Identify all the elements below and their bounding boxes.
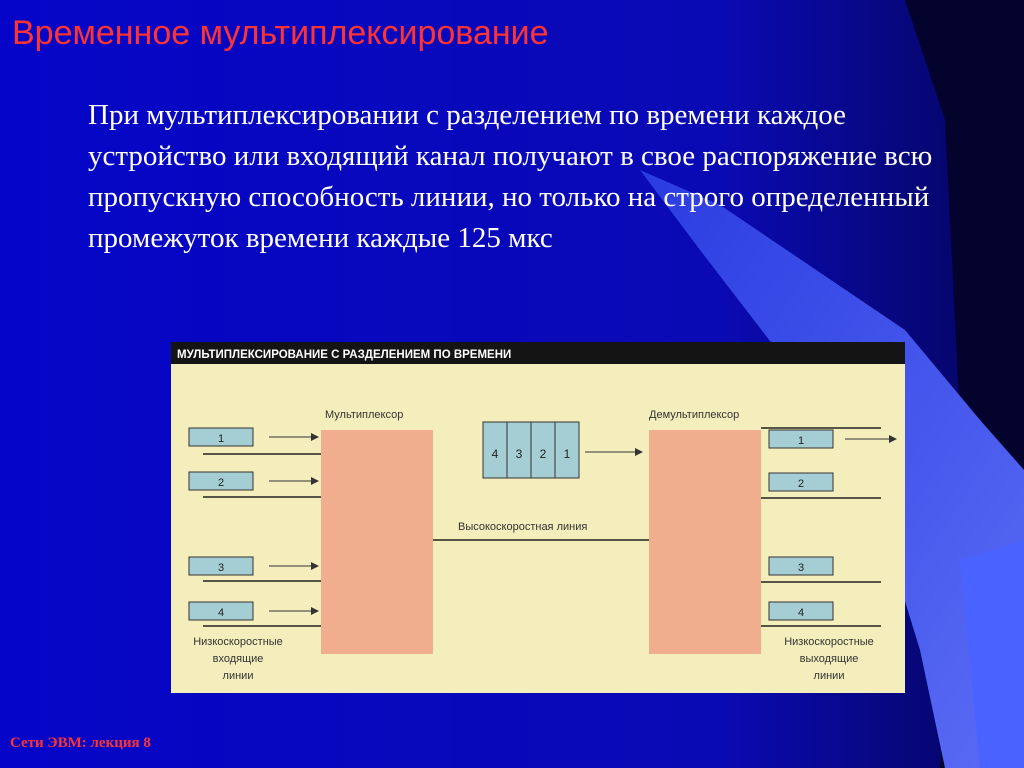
diagram-header: МУЛЬТИПЛЕКСИРОВАНИЕ С РАЗДЕЛЕНИЕМ ПО ВРЕМЕНИ <box>177 349 512 361</box>
output-caption-line: Низкоскоростные <box>784 636 874 648</box>
multiplexer-label: Мультиплексор <box>325 409 404 421</box>
input-line-label: 4 <box>217 607 225 619</box>
slide-body-text: При мультиплексировании с разделением по времени каждое устройство или входящий канал получают в свое распоряжение всю пропускную способность линии, но только на строго определенный промежуток времени каждые 125 мкс <box>88 99 933 254</box>
input-caption-line: линии <box>222 670 254 682</box>
slide-footer: Сети ЭВМ: лекция 8 <box>10 735 151 751</box>
output-line-label: 2 <box>797 478 805 490</box>
output-caption-line: линии <box>813 670 845 682</box>
output-line-label: 4 <box>797 607 805 619</box>
tdm-diagram <box>171 342 905 693</box>
output-caption-line: выходящие <box>799 653 859 665</box>
demultiplexer-block <box>649 430 761 654</box>
high-speed-link-label: Высокоскоростная линия <box>458 521 588 533</box>
input-line-label: 3 <box>217 562 225 574</box>
slide-title: Временное мультиплексирование <box>12 14 549 52</box>
frame-slot-label: 1 <box>563 447 571 461</box>
input-caption-line: входящие <box>212 653 264 665</box>
frame-slot-label: 3 <box>515 447 523 461</box>
output-line-label: 3 <box>797 562 805 574</box>
output-line-label: 1 <box>797 435 805 447</box>
input-line-label: 1 <box>217 433 225 445</box>
frame-slot-label: 4 <box>491 447 499 461</box>
input-line-label: 2 <box>217 477 225 489</box>
demultiplexer-label: Демультиплексор <box>649 409 740 421</box>
input-caption-line: Низкоскоростные <box>193 636 283 648</box>
multiplexer-block <box>321 430 433 654</box>
frame-slot-label: 2 <box>539 447 547 461</box>
